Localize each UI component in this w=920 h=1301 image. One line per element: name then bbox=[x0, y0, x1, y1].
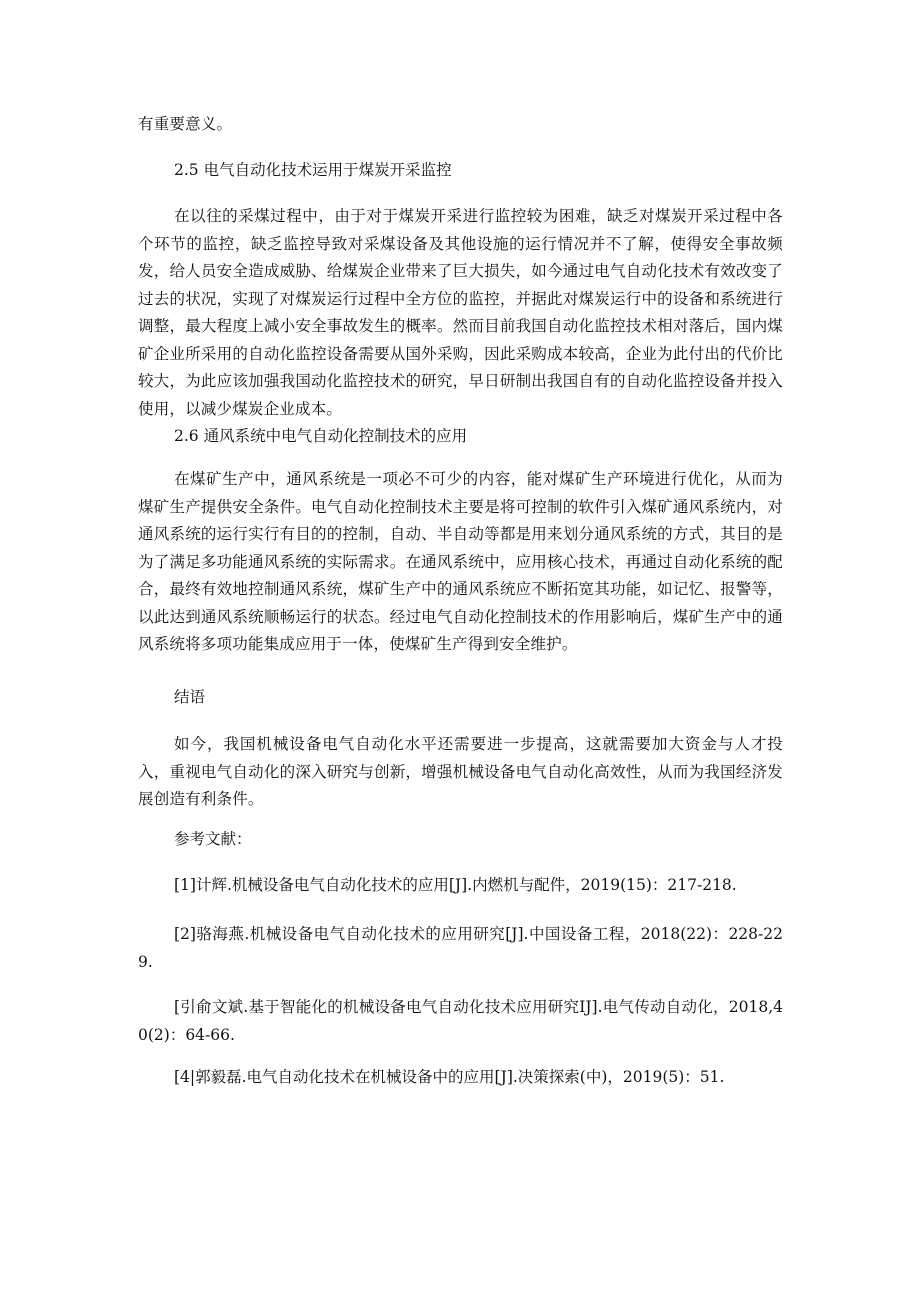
reference-item-3: [引俞文斌.基于智能化的机械设备电气自动化技术应用研究IJ].电气传动自动化，2018,40(2)：64-66. bbox=[138, 998, 783, 1044]
section-2-6-heading: 2.6 通风系统中电气自动化控制技术的应用 bbox=[174, 427, 468, 445]
section-2-6-body: 在煤矿生产中，通风系统是一项必不可少的内容，能对煤矿生产环境进行优化，从而为煤矿生产提供安全条件。电气自动化控制技术主要是将可控制的软件引入煤矿通风系统内，对通风系统的运行实行有目的的控制，自动、半自动等都是用来划分通风系统的方式，其目的是为了满足多功能通风系统的实际需求。在通风系统中，应用核心技术，再通过自动化系统的配合，最终有效地控制通风系统，煤矿生产中的通风系统应不断拓宽其功能，如记忆、报警等，以此达到通风系统顺畅运行的状态。经过电气自动化控制技术的作用影响后，煤矿生产中的通风系统将多项功能集成应用于一体，使煤矿生产得到安全维护。 bbox=[138, 470, 783, 653]
reference-item-4: [4|郭毅磊.电气自动化技术在机械设备中的应用[J].决策探索(中)，2019(5)：51. bbox=[174, 1068, 725, 1086]
reference-item-2: [2]骆海燕.机械设备电气自动化技术的应用研究[J].中国设备工程，2018(22)：228-229. bbox=[138, 925, 783, 971]
continuation-text: 有重要意义。 bbox=[138, 115, 233, 133]
section-2-5-body: 在以往的采煤过程中，由于对于煤炭开采进行监控较为困难，缺乏对煤炭开采过程中各个环节的监控，缺乏监控导致对采煤设备及其他设施的运行情况并不了解，使得安全事故频发，给人员安全造成威胁、给煤炭企业带来了巨大损失，如今通过电气自动化技术有效改变了过去的状况，实现了对煤炭运行过程中全方位的监控，并据此对煤炭运行中的设备和系统进行调整，最大程度上减小安全事故发生的概率。然而目前我国自动化监控技术相对落后，国内煤矿企业所采用的自动化监控设备需要从国外采购，因此采购成本较高，企业为此付出的代价比较大，为此应该加强我国动化监控技术的研究，早日研制出我国自有的自动化监控设备并投入使用，以减少煤炭企业成本。 bbox=[138, 207, 783, 418]
conclusion-body: 如今，我国机械设备电气自动化水平还需要进一步提高，这就需要加大资金与人才投入，重视电气自动化的深入研究与创新，增强机械设备电气自动化高效性，从而为我国经济发展创造有利条件。 bbox=[138, 735, 783, 808]
section-2-5-heading: 2.5 电气自动化技术运用于煤炭开采监控 bbox=[174, 161, 452, 179]
references-heading: 参考文献： bbox=[174, 830, 252, 848]
conclusion-heading: 结语 bbox=[174, 688, 206, 706]
reference-item-1: [1]计辉.机械设备电气自动化技术的应用[J].内燃机与配件，2019(15)：217-218. bbox=[174, 876, 737, 894]
